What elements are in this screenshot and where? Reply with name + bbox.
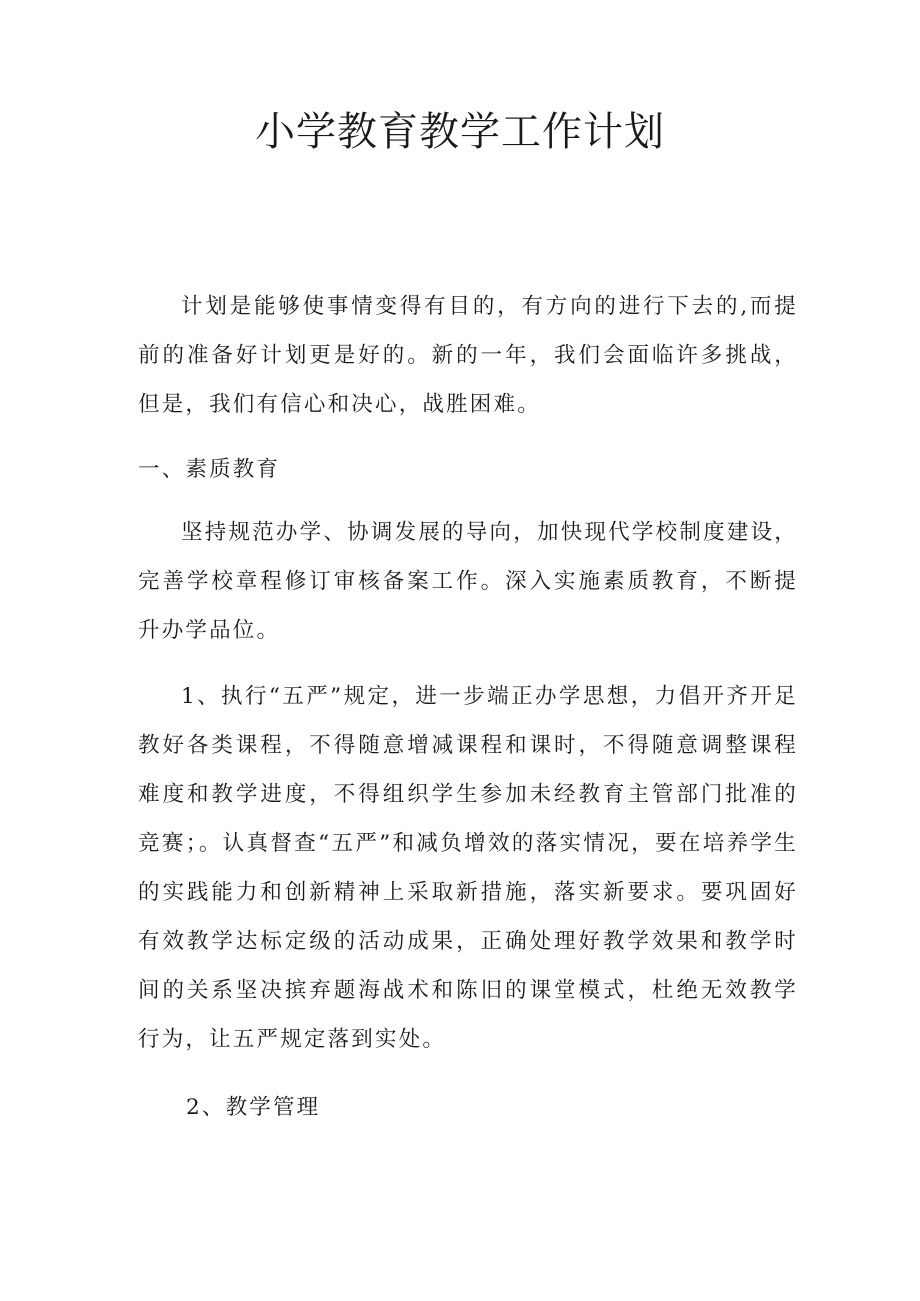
- section-paragraph-quality-education: 坚持规范办学、协调发展的导向，加快现代学校制度建设，完善学校章程修订审核备案工作。深入实施素质教育，不断提升办学品位。: [138, 520, 798, 643]
- section-heading-quality-education: 一、素质教育: [138, 457, 281, 482]
- item-paragraph-five-strict-rules: 1、执行“五严”规定，进一步端正办学思想，力倡开齐开足教好各类课程，不得随意增减课程和课时，不得随意调整课程难度和教学进度，不得组织学生参加未经教育主管部门批准的竞赛；。认真督查“五严”和减负增效的落实情况，要在培养学生的实践能力和创新精神上采取新措施，落实新要求。要巩固好有效教学达标定级的活动成果，正确处理好教学效果和教学时间的关系坚决摈弃题海战术和陈旧的课堂模式，杜绝无效教学行为，让五严规定落到实处。: [138, 684, 798, 1052]
- intro-paragraph: 计划是能够使事情变得有目的，有方向的进行下去的,而提前的准备好计划更是好的。新的一年，我们会面临许多挑战，但是，我们有信心和决心，战胜困难。: [138, 294, 798, 417]
- item-heading-teaching-management: 2、教学管理: [186, 1095, 321, 1120]
- document-title: 小学教育教学工作计划: [255, 109, 665, 155]
